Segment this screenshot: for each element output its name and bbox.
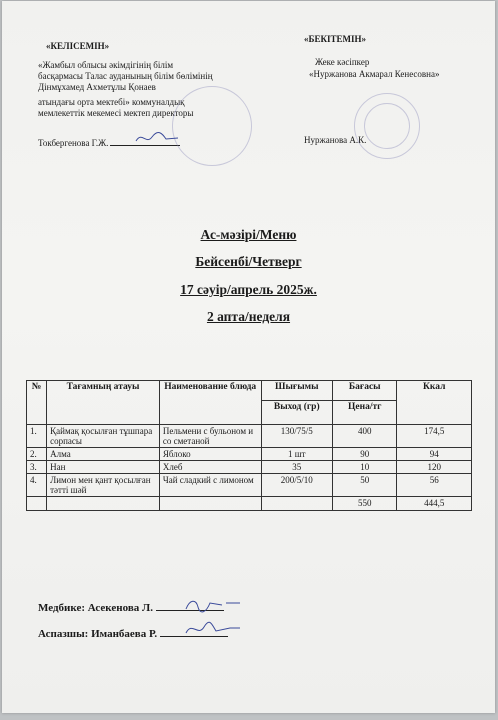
seal-stamp-right-inner [364,103,410,149]
left-signer-name: Токбергенова Г.Ж. [38,138,109,148]
row-name-ru: Пельмени с бульоном и со сметаной [159,425,261,448]
row-name-kz: Қаймақ қосылған тұшпара сорпасы [47,425,160,448]
table-total-row [27,497,472,511]
document-page [2,1,495,713]
row-num: 4. [27,474,47,497]
header-price-kz: Бағасы [333,381,397,401]
row-kcal: 56 [397,474,472,497]
left-header-line-5: мемлекеттік мекемесі мектеп директоры [38,108,194,118]
row-price: 50 [333,474,397,497]
row-name-ru: Чай сладкий с лимоном [159,474,261,497]
row-name-ru: Яблоко [159,448,261,461]
table-row [27,448,472,461]
approval-label-left: «КЕЛІСЕМІН» [46,41,110,51]
total-empty-2 [47,497,160,511]
header-num: № [27,381,47,425]
total-empty-4 [261,497,332,511]
row-yield: 200/5/10 [261,474,332,497]
row-price: 10 [333,461,397,474]
cook-signature [182,619,244,641]
nurse-signature [182,595,244,617]
row-name-kz: Алма [47,448,160,461]
row-kcal: 94 [397,448,472,461]
right-header-line-1: Жеке кәсіпкер [315,57,370,67]
row-name-kz: Лимон мен қант қосылған тәтті шәй [47,474,160,497]
row-kcal: 174,5 [397,425,472,448]
menu-table [26,380,472,511]
row-yield: 35 [261,461,332,474]
row-num: 3. [27,461,47,474]
left-header-line-1: «Жамбыл облысы әкімдігінің білім [38,60,174,70]
header-kcal: Ккал [397,381,472,425]
header-name-kz: Тағамның атауы [47,381,160,425]
row-num: 1. [27,425,47,448]
total-empty-3 [159,497,261,511]
row-yield: 130/75/5 [261,425,332,448]
left-header-line-4: атындағы орта мектебі» коммуналдық [38,97,185,107]
date-title: 17 сәуір/апрель 2025ж. [180,282,317,297]
approval-label-right: «БЕКІТЕМІН» [304,34,366,44]
row-yield: 1 шт [261,448,332,461]
header-name-ru: Наименование блюда [159,381,261,425]
left-header-line-3: Дінмұхамед Ахметұлы Қонаев [38,82,156,92]
header-price-ru: Цена/тг [333,401,397,425]
day-title: Бейсенбі/Четверг [195,254,302,269]
header-yield-ru: Выход (гр) [261,401,332,425]
week-title: 2 апта/неделя [206,309,291,324]
row-name-ru: Хлеб [159,461,261,474]
left-header-line-2: басқармасы Талас ауданының білім бөлімінің [38,71,213,81]
row-price: 400 [333,425,397,448]
right-header-line-2: «Нуржанова Акмарал Кенесовна» [309,69,440,79]
cook-name: Аспазшы: Иманбаева Р. [38,628,158,640]
row-kcal: 120 [397,461,472,474]
header-yield-kz: Шығымы [261,381,332,401]
nurse-name: Медбике: Асекенова Л. [38,602,153,614]
table-row [27,461,472,474]
total-empty-1 [27,497,47,511]
total-kcal: 444,5 [397,497,472,511]
table-row [27,425,472,448]
menu-title: Ас-мәзірі/Меню [200,227,297,242]
table-header-row [27,381,472,401]
row-price: 90 [333,448,397,461]
total-price: 550 [333,497,397,511]
signature-left [132,129,182,147]
row-num: 2. [27,448,47,461]
row-name-kz: Нан [47,461,160,474]
table-row [27,474,472,497]
right-signer: Нуржанова А.К. [304,135,367,145]
seal-stamp-left [172,86,252,166]
